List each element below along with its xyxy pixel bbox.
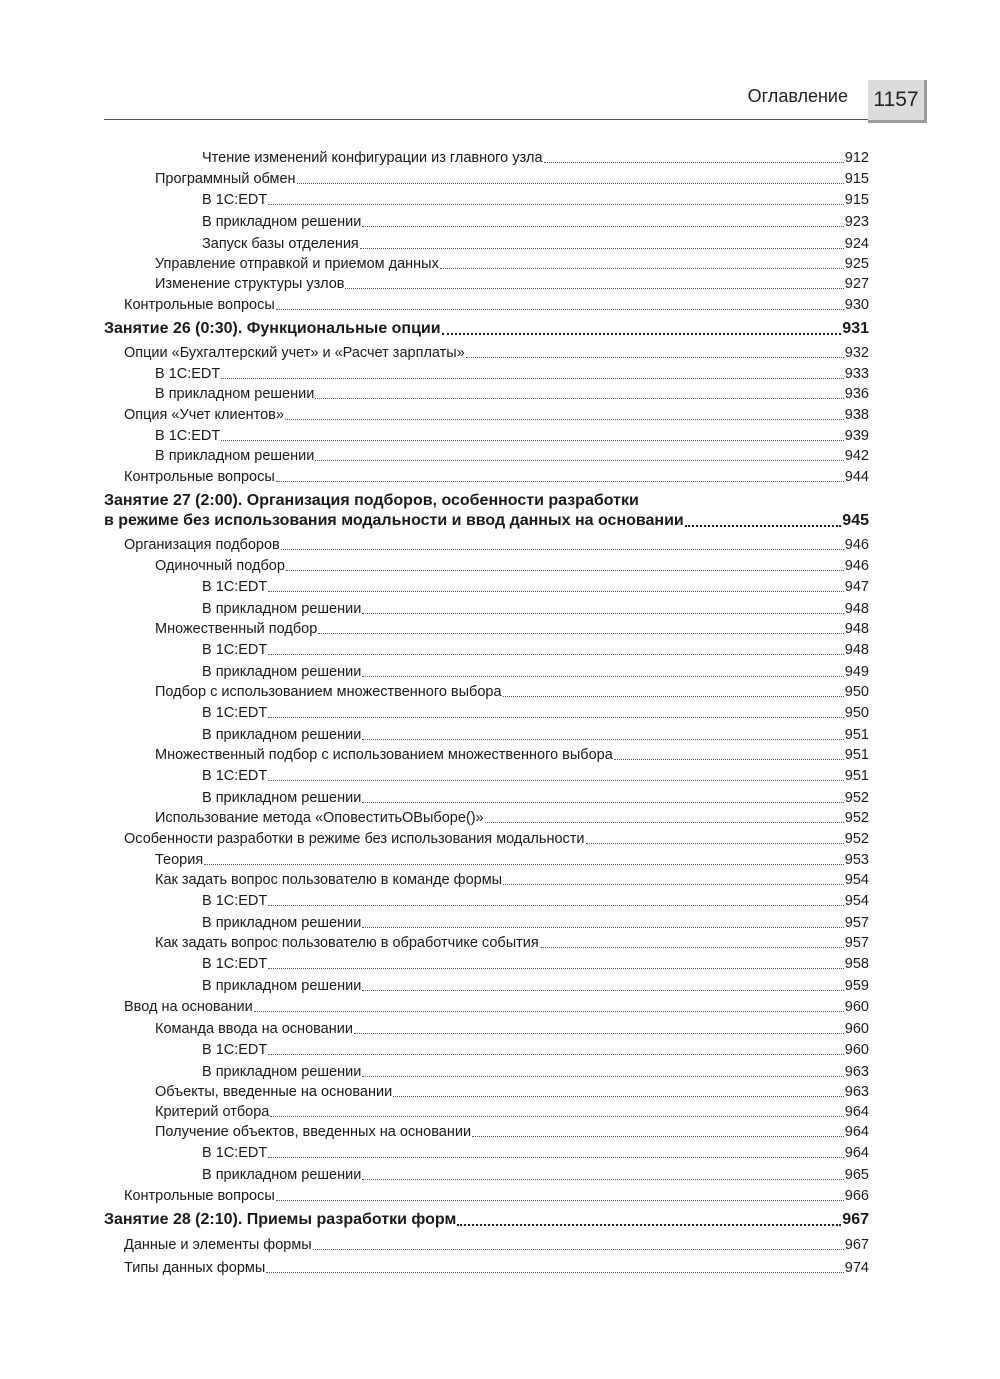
- toc-entry-title: Множественный подбор: [155, 621, 318, 637]
- toc-entry-page: 932: [844, 345, 869, 361]
- toc-entry-title: Контрольные вопросы: [124, 469, 275, 485]
- toc-entry: [155, 558, 869, 574]
- toc-entry-title: в режиме без использования модальности и ввод данных на основании: [104, 512, 684, 529]
- toc-entry-title: Как задать вопрос пользователю в обработчике события: [155, 935, 539, 951]
- toc-entry: [202, 956, 869, 972]
- dot-leader: [485, 822, 844, 823]
- toc-chapter-entry: [104, 320, 869, 338]
- toc-entry-title: Получение объектов, введенных на основании: [155, 1124, 472, 1140]
- toc-entry: [155, 386, 869, 402]
- toc-entry-title: Программный обмен: [155, 171, 296, 187]
- toc-entry-page: 915: [844, 171, 869, 187]
- toc-entry-title: Организация подборов: [124, 537, 280, 553]
- dot-leader: [362, 226, 843, 227]
- toc-entry-title: В прикладном решении: [202, 214, 362, 230]
- dot-leader: [268, 780, 844, 781]
- dot-leader: [466, 357, 844, 358]
- dot-leader: [254, 1011, 844, 1012]
- toc-entry: [124, 1237, 869, 1253]
- dot-leader: [457, 1224, 841, 1226]
- toc-entry-page: 931: [842, 320, 869, 337]
- toc-entry-page: 957: [844, 935, 869, 951]
- toc-entry: [202, 642, 869, 658]
- toc-entry-title: Подбор с использованием множественного выбора: [155, 684, 502, 700]
- toc-entry-page: 964: [844, 1145, 869, 1161]
- dot-leader: [354, 1033, 844, 1034]
- toc-entry-page: 948: [844, 642, 869, 658]
- dot-leader: [362, 739, 843, 740]
- dot-leader: [315, 398, 843, 399]
- toc-entry-page: 959: [844, 978, 869, 994]
- toc-entry-page: 950: [844, 684, 869, 700]
- dot-leader: [440, 268, 844, 269]
- toc-entry-title: В прикладном решении: [202, 1167, 362, 1183]
- toc-entry-page: 960: [844, 1021, 869, 1037]
- dot-leader: [586, 843, 844, 844]
- toc-entry-title: Опции «Бухгалтерский учет» и «Расчет зарплаты»: [124, 345, 465, 361]
- toc-entry: [124, 831, 869, 847]
- toc-entry-page: 964: [844, 1104, 869, 1120]
- toc-entry: [202, 893, 869, 909]
- dot-leader: [221, 440, 844, 441]
- toc-entry: [202, 1167, 869, 1183]
- toc-entry-page: 958: [844, 956, 869, 972]
- dot-leader: [362, 927, 843, 928]
- toc-entry: [155, 1084, 869, 1100]
- toc-entry-page: 963: [844, 1084, 869, 1100]
- toc-entry: [202, 1064, 869, 1080]
- dot-leader: [270, 1116, 843, 1117]
- toc-entry: [155, 428, 869, 444]
- toc-entry: [202, 601, 869, 617]
- dot-leader: [268, 654, 844, 655]
- toc-entry-title: Ввод на основании: [124, 999, 253, 1015]
- dot-leader: [266, 1272, 843, 1273]
- dot-leader: [362, 1076, 843, 1077]
- toc-entry-page: 944: [844, 469, 869, 485]
- toc-entry: [202, 579, 869, 595]
- toc-entry: [155, 852, 869, 868]
- toc-entry-title: Одиночный подбор: [155, 558, 285, 574]
- toc-entry-title: Изменение структуры узлов: [155, 276, 345, 292]
- toc-entry-page: 948: [844, 601, 869, 617]
- toc-entry-page: 963: [844, 1064, 869, 1080]
- toc-entry-page: 967: [844, 1237, 869, 1253]
- toc-entry-title: В 1С:EDT: [202, 579, 268, 595]
- toc-entry: [155, 171, 869, 187]
- toc-entry: [202, 214, 869, 230]
- toc-entry: [124, 999, 869, 1015]
- toc-entry-title: В 1С:EDT: [155, 428, 221, 444]
- toc-entry-title: Опция «Учет клиентов»: [124, 407, 284, 423]
- dot-leader: [362, 990, 843, 991]
- toc-entry-page: 924: [844, 236, 869, 252]
- toc-entry: [155, 684, 869, 700]
- toc-entry-title: В 1С:EDT: [202, 956, 268, 972]
- dot-leader: [362, 613, 843, 614]
- toc-entry-title: В 1С:EDT: [202, 893, 268, 909]
- toc-entry-title: Множественный подбор с использованием множественного выбора: [155, 747, 613, 763]
- dot-leader: [362, 1179, 843, 1180]
- toc-entry-title: В прикладном решении: [202, 1064, 362, 1080]
- toc-entry-page: 957: [844, 915, 869, 931]
- dot-leader: [472, 1136, 844, 1137]
- toc-entry-page: 946: [844, 537, 869, 553]
- dot-leader: [393, 1096, 844, 1097]
- toc-entry-page: 946: [844, 558, 869, 574]
- toc-entry-title: В прикладном решении: [202, 978, 362, 994]
- toc-entry: [155, 276, 869, 292]
- toc-entry: [155, 256, 869, 272]
- toc-entry-title: Занятие 28 (2:10). Приемы разработки форм: [104, 1211, 457, 1228]
- toc-entry-page: 965: [844, 1167, 869, 1183]
- toc-entry-title: В 1С:EDT: [202, 768, 268, 784]
- toc-entry: [155, 1104, 869, 1120]
- toc-entry: [155, 747, 869, 763]
- toc-entry-page: 948: [844, 621, 869, 637]
- dot-leader: [268, 717, 844, 718]
- toc-entry-title: Занятие 26 (0:30). Функциональные опции: [104, 320, 441, 337]
- toc-entry: [124, 297, 869, 313]
- dot-leader: [286, 570, 844, 571]
- toc-entry-title: Критерий отбора: [155, 1104, 270, 1120]
- toc-entry-page: 912: [844, 150, 869, 166]
- dot-leader: [268, 1157, 844, 1158]
- toc-chapter-title-line1: Занятие 27 (2:00). Организация подборов, особенности разработки: [104, 492, 639, 509]
- toc-entry: [202, 150, 869, 166]
- toc-entry-title: В прикладном решении: [202, 601, 362, 617]
- dot-leader: [297, 183, 844, 184]
- toc-entry-page: 947: [844, 579, 869, 595]
- dot-leader: [313, 1249, 844, 1250]
- dot-leader: [281, 549, 844, 550]
- toc-entry-title: В прикладном решении: [202, 727, 362, 743]
- toc-entry-title: Использование метода «ОповеститьОВыборе()»: [155, 810, 484, 826]
- toc-entry: [124, 407, 869, 423]
- dot-leader: [268, 905, 844, 906]
- dot-leader: [540, 947, 844, 948]
- toc-entry-page: 942: [844, 448, 869, 464]
- dot-leader: [362, 676, 843, 677]
- toc-entry: [155, 810, 869, 826]
- page-number-box: 1157: [868, 80, 927, 123]
- toc-entry-page: 945: [842, 512, 869, 529]
- toc-entry-title: В прикладном решении: [155, 386, 315, 402]
- toc-entry-title: В 1С:EDT: [202, 1042, 268, 1058]
- running-header-title: Оглавление: [747, 86, 848, 106]
- toc-entry-page: 974: [844, 1260, 869, 1276]
- toc-entry-title: Особенности разработки в режиме без использования модальности: [124, 831, 585, 847]
- dot-leader: [362, 802, 843, 803]
- toc-entry-page: 951: [844, 768, 869, 784]
- toc-entry: [124, 345, 869, 361]
- toc-entry: [202, 236, 869, 252]
- dot-leader: [503, 696, 844, 697]
- toc-entry-title: Запуск базы отделения: [202, 236, 359, 252]
- toc-entry: [202, 915, 869, 931]
- toc-entry-page: 954: [844, 893, 869, 909]
- toc-entry-page: 951: [844, 747, 869, 763]
- toc-entry-title: Управление отправкой и приемом данных: [155, 256, 439, 272]
- toc-entry: [202, 768, 869, 784]
- dot-leader: [285, 419, 844, 420]
- toc-entry: [155, 935, 869, 951]
- toc-entry-title: В прикладном решении: [155, 448, 315, 464]
- dot-leader: [204, 864, 844, 865]
- dot-leader: [614, 759, 844, 760]
- toc-entry: [155, 366, 869, 382]
- toc-entry-title: Данные и элементы формы: [124, 1237, 312, 1253]
- toc-entry: [155, 621, 869, 637]
- toc-entry-page: 967: [842, 1211, 869, 1228]
- toc-entry: [202, 978, 869, 994]
- toc-entry-title: Типы данных формы: [124, 1260, 266, 1276]
- toc-entry-title: В 1С:EDT: [202, 642, 268, 658]
- toc-entry-page: 939: [844, 428, 869, 444]
- toc-entry-page: 966: [844, 1188, 869, 1204]
- toc-entry-page: 923: [844, 214, 869, 230]
- dot-leader: [221, 378, 844, 379]
- toc-entry: [202, 727, 869, 743]
- toc-entry-page: 933: [844, 366, 869, 382]
- toc-entry: [124, 1188, 869, 1204]
- toc-entry-title: Как задать вопрос пользователю в команде формы: [155, 872, 503, 888]
- toc-entry-page: 954: [844, 872, 869, 888]
- dot-leader: [442, 333, 842, 335]
- toc-entry-page: 949: [844, 664, 869, 680]
- toc-entry-page: 925: [844, 256, 869, 272]
- dot-leader: [685, 525, 842, 527]
- toc-entry-page: 952: [844, 810, 869, 826]
- toc-entry-page: 927: [844, 276, 869, 292]
- toc-entry: [202, 1145, 869, 1161]
- toc-chapter-entry: [104, 1211, 869, 1229]
- toc-entry-page: 950: [844, 705, 869, 721]
- toc-entry-page: 938: [844, 407, 869, 423]
- toc-entry-title: В 1С:EDT: [202, 1145, 268, 1161]
- dot-leader: [360, 248, 844, 249]
- toc-entry: [155, 448, 869, 464]
- toc-entry: [202, 664, 869, 680]
- toc-entry-title: В 1С:EDT: [202, 192, 268, 208]
- toc-entry-page: 936: [844, 386, 869, 402]
- toc-entry-page: 952: [844, 790, 869, 806]
- toc-entry-title: Теория: [155, 852, 204, 868]
- dot-leader: [268, 204, 844, 205]
- dot-leader: [268, 591, 844, 592]
- toc-entry: [155, 1124, 869, 1140]
- dot-leader: [276, 481, 844, 482]
- toc-entry: [202, 790, 869, 806]
- toc-entry: [202, 1042, 869, 1058]
- dot-leader: [544, 162, 844, 163]
- toc-entry-title: В 1С:EDT: [202, 705, 268, 721]
- toc-entry: [202, 192, 869, 208]
- toc-entry-page: 952: [844, 831, 869, 847]
- toc-entry-title: Чтение изменений конфигурации из главного узла: [202, 150, 543, 166]
- dot-leader: [268, 968, 844, 969]
- toc-entry: [124, 469, 869, 485]
- toc-entry-title: В прикладном решении: [202, 915, 362, 931]
- toc-entry-title: Объекты, введенные на основании: [155, 1084, 393, 1100]
- toc-entry: [202, 705, 869, 721]
- toc-entry: [155, 872, 869, 888]
- toc-entry-title: В прикладном решении: [202, 790, 362, 806]
- dot-leader: [503, 884, 844, 885]
- toc-entry-title: Команда ввода на основании: [155, 1021, 353, 1037]
- toc-entry: [155, 1021, 869, 1037]
- toc-entry-page: 915: [844, 192, 869, 208]
- toc-chapter-entry: [104, 512, 869, 530]
- toc-entry-page: 960: [844, 999, 869, 1015]
- toc-entry-page: 953: [844, 852, 869, 868]
- dot-leader: [276, 1200, 844, 1201]
- dot-leader: [345, 288, 843, 289]
- dot-leader: [268, 1054, 844, 1055]
- toc-entry-page: 964: [844, 1124, 869, 1140]
- dot-leader: [276, 309, 844, 310]
- dot-leader: [315, 460, 843, 461]
- toc-entry-title: В прикладном решении: [202, 664, 362, 680]
- toc-entry-title: В 1С:EDT: [155, 366, 221, 382]
- toc-entry-title: Контрольные вопросы: [124, 297, 275, 313]
- dot-leader: [318, 633, 843, 634]
- toc-entry: [124, 537, 869, 553]
- toc-entry-page: 930: [844, 297, 869, 313]
- toc-entry-title: Контрольные вопросы: [124, 1188, 275, 1204]
- toc-entry-page: 951: [844, 727, 869, 743]
- toc-entry-page: 960: [844, 1042, 869, 1058]
- toc-entry: [124, 1260, 869, 1276]
